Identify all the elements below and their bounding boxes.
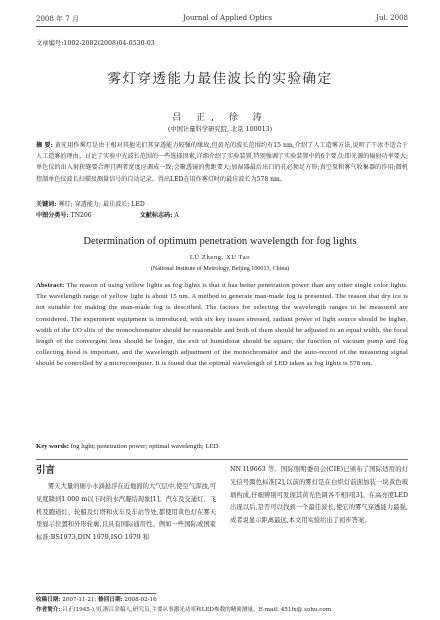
- body-right-column: [230, 464, 408, 528]
- english-keywords: [36, 443, 408, 450]
- chinese-affiliation: (中国计量科学研究院, 北京 100013): [167, 126, 273, 133]
- revised-label: 修回日期:: [98, 597, 123, 603]
- doc-code-label: 文献标志码:: [139, 212, 173, 219]
- chinese-abstract-label: 摘 要:: [36, 142, 53, 149]
- header-rule: [36, 26, 408, 27]
- english-authors: LÜ Zheng, XU Tao: [189, 254, 251, 261]
- footnote-rule: [36, 593, 156, 594]
- body-divider: [36, 459, 408, 460]
- english-affiliation: (National Institute of Metrology, Beijing 100013, China): [150, 266, 290, 272]
- clc-entry: [36, 210, 92, 219]
- revised-date: 2008-02-16: [124, 597, 157, 603]
- bio-text: 吕正(1945-),男,浙江金稿人,研究员,主要从事激光功率和LED参数的精密测量。E-mail: 451fx@ sohu.com: [62, 607, 332, 613]
- footnote-author-bio: [36, 606, 408, 615]
- chinese-title: 雾灯穿透能力最佳波长的实验确定: [107, 71, 333, 87]
- chinese-keywords-text: 雾灯; 穿透能力; 最佳波长; LED: [58, 201, 145, 208]
- chinese-keywords: [36, 199, 145, 208]
- doc-code-value: A: [174, 212, 179, 219]
- english-keywords-label: Key words:: [36, 443, 69, 450]
- doc-code-entry: [140, 210, 179, 219]
- english-keywords-text: fog light; penetration power; optimal wavelength; LED: [70, 443, 219, 450]
- received-label: 收稿日期:: [36, 597, 61, 603]
- classification-line: [36, 210, 408, 219]
- english-abstract: [36, 280, 408, 370]
- chinese-abstract-text: 黄光用作雾灯是由于相对其他光们其穿透能力较强的缘故,但黄光的波长范围约有15 nm,介绍了人工造雾方法,说明了干冰不适合于人工造雾的理由。讨论了实验中光波长范围的一些选择因素,详细介绍了实验装置,特别强调了实验装置中的6个要点:即光源的辐射功率要大;单色仪的出入射狭缝要合理且两者宽度应调成一致;会聚透镜的焦距要大;加湿器最后出口的孔必须足方形;真空泵和雾气收集器的作用;微机控制单色仪波长扫描及测量信号的自动记录。得出LED在用作雾灯时的最佳波长为578 nm。: [36, 142, 408, 183]
- chinese-keywords-label: 关键词:: [36, 201, 57, 208]
- chinese-authors: 吕 正, 徐 涛: [172, 113, 268, 123]
- clc-label: 中图分类号:: [36, 212, 69, 219]
- left-column-paragraph: 雾天大量的细小水滴悬浮在近地面的大气层中,使空气浑浊,可见度降到1 000 m以下时的水汽凝结现象[1]。汽车及交通灯、飞机及跑道灯、轮船及灯塔和火车及车站等处,都使用黄色灯在雾天里显示位置和外形轮廓,且具有国际通用性。例如一些国际或国家标准:BS1973,DIN 1979,ISO 1979 和: [36, 483, 216, 542]
- header-journal: Journal of Applied Optics: [182, 14, 273, 22]
- article-number: 文章编号:1002-2082(2008)04-0530-03: [36, 40, 155, 47]
- header-date-en: Jul. 2008: [376, 14, 408, 22]
- chinese-abstract: [36, 140, 408, 185]
- header-date: 2008 年 7 月: [36, 15, 79, 23]
- right-column-paragraph: NN I19663 等。国际照明委员会(CIE)已颁布了国际适用的灯光信号颜色标准[2],以前的雾灯是在白炽灯前面加装一块黄色玻璃构成,仔细辨别可发现其黄光色调各不相同[3]。在高亮度LED出现以后,是否可以找到一个最佳波长,使它的雾气穿透能力最强,成者说显示距离最远,本文用实验给出了初步答案。: [230, 466, 408, 525]
- footnote-dates: [36, 596, 408, 605]
- english-abstract-text: The reason of using yellow lights as fog lights is that it has better penetration power than any other single color lights. The wavelength range of yellow light is about 15 nm. A method to generate man-made fog is presented. The reason that dry ice is not suitable for making the man-made fog is described. The factors for selecting the wavelength ranges to be measured are considered. The experiment equipment is introduced, with six key issues stressed, radiant power of light source should be higher, width of the I/O slits of the monochromator should be reasonable and both of them should be adjusted to an equal width, the focal length of the convergent lens should be longer, the exit of humidistat should be square, the function of vacuum pump and fog collecting hood is important, and the wavelength adjustment of the monochromator and the auto-record of the measuring signal should be controlled by a microcomputer. It is found that the optimal wavelength of LED taken as fog lights is 578 nm.: [36, 282, 409, 368]
- section-heading-introduction: 引言: [36, 465, 56, 476]
- bio-label: 作者简介:: [36, 607, 61, 613]
- clc-value: TN206: [70, 212, 92, 219]
- received-date: 2007-11-21;: [62, 597, 97, 603]
- english-abstract-label: Abstract:: [36, 282, 65, 289]
- running-header: [36, 14, 408, 24]
- english-title: Determination of optimum penetration wavelength for fog lights: [83, 236, 357, 247]
- body-left-column: [36, 464, 216, 545]
